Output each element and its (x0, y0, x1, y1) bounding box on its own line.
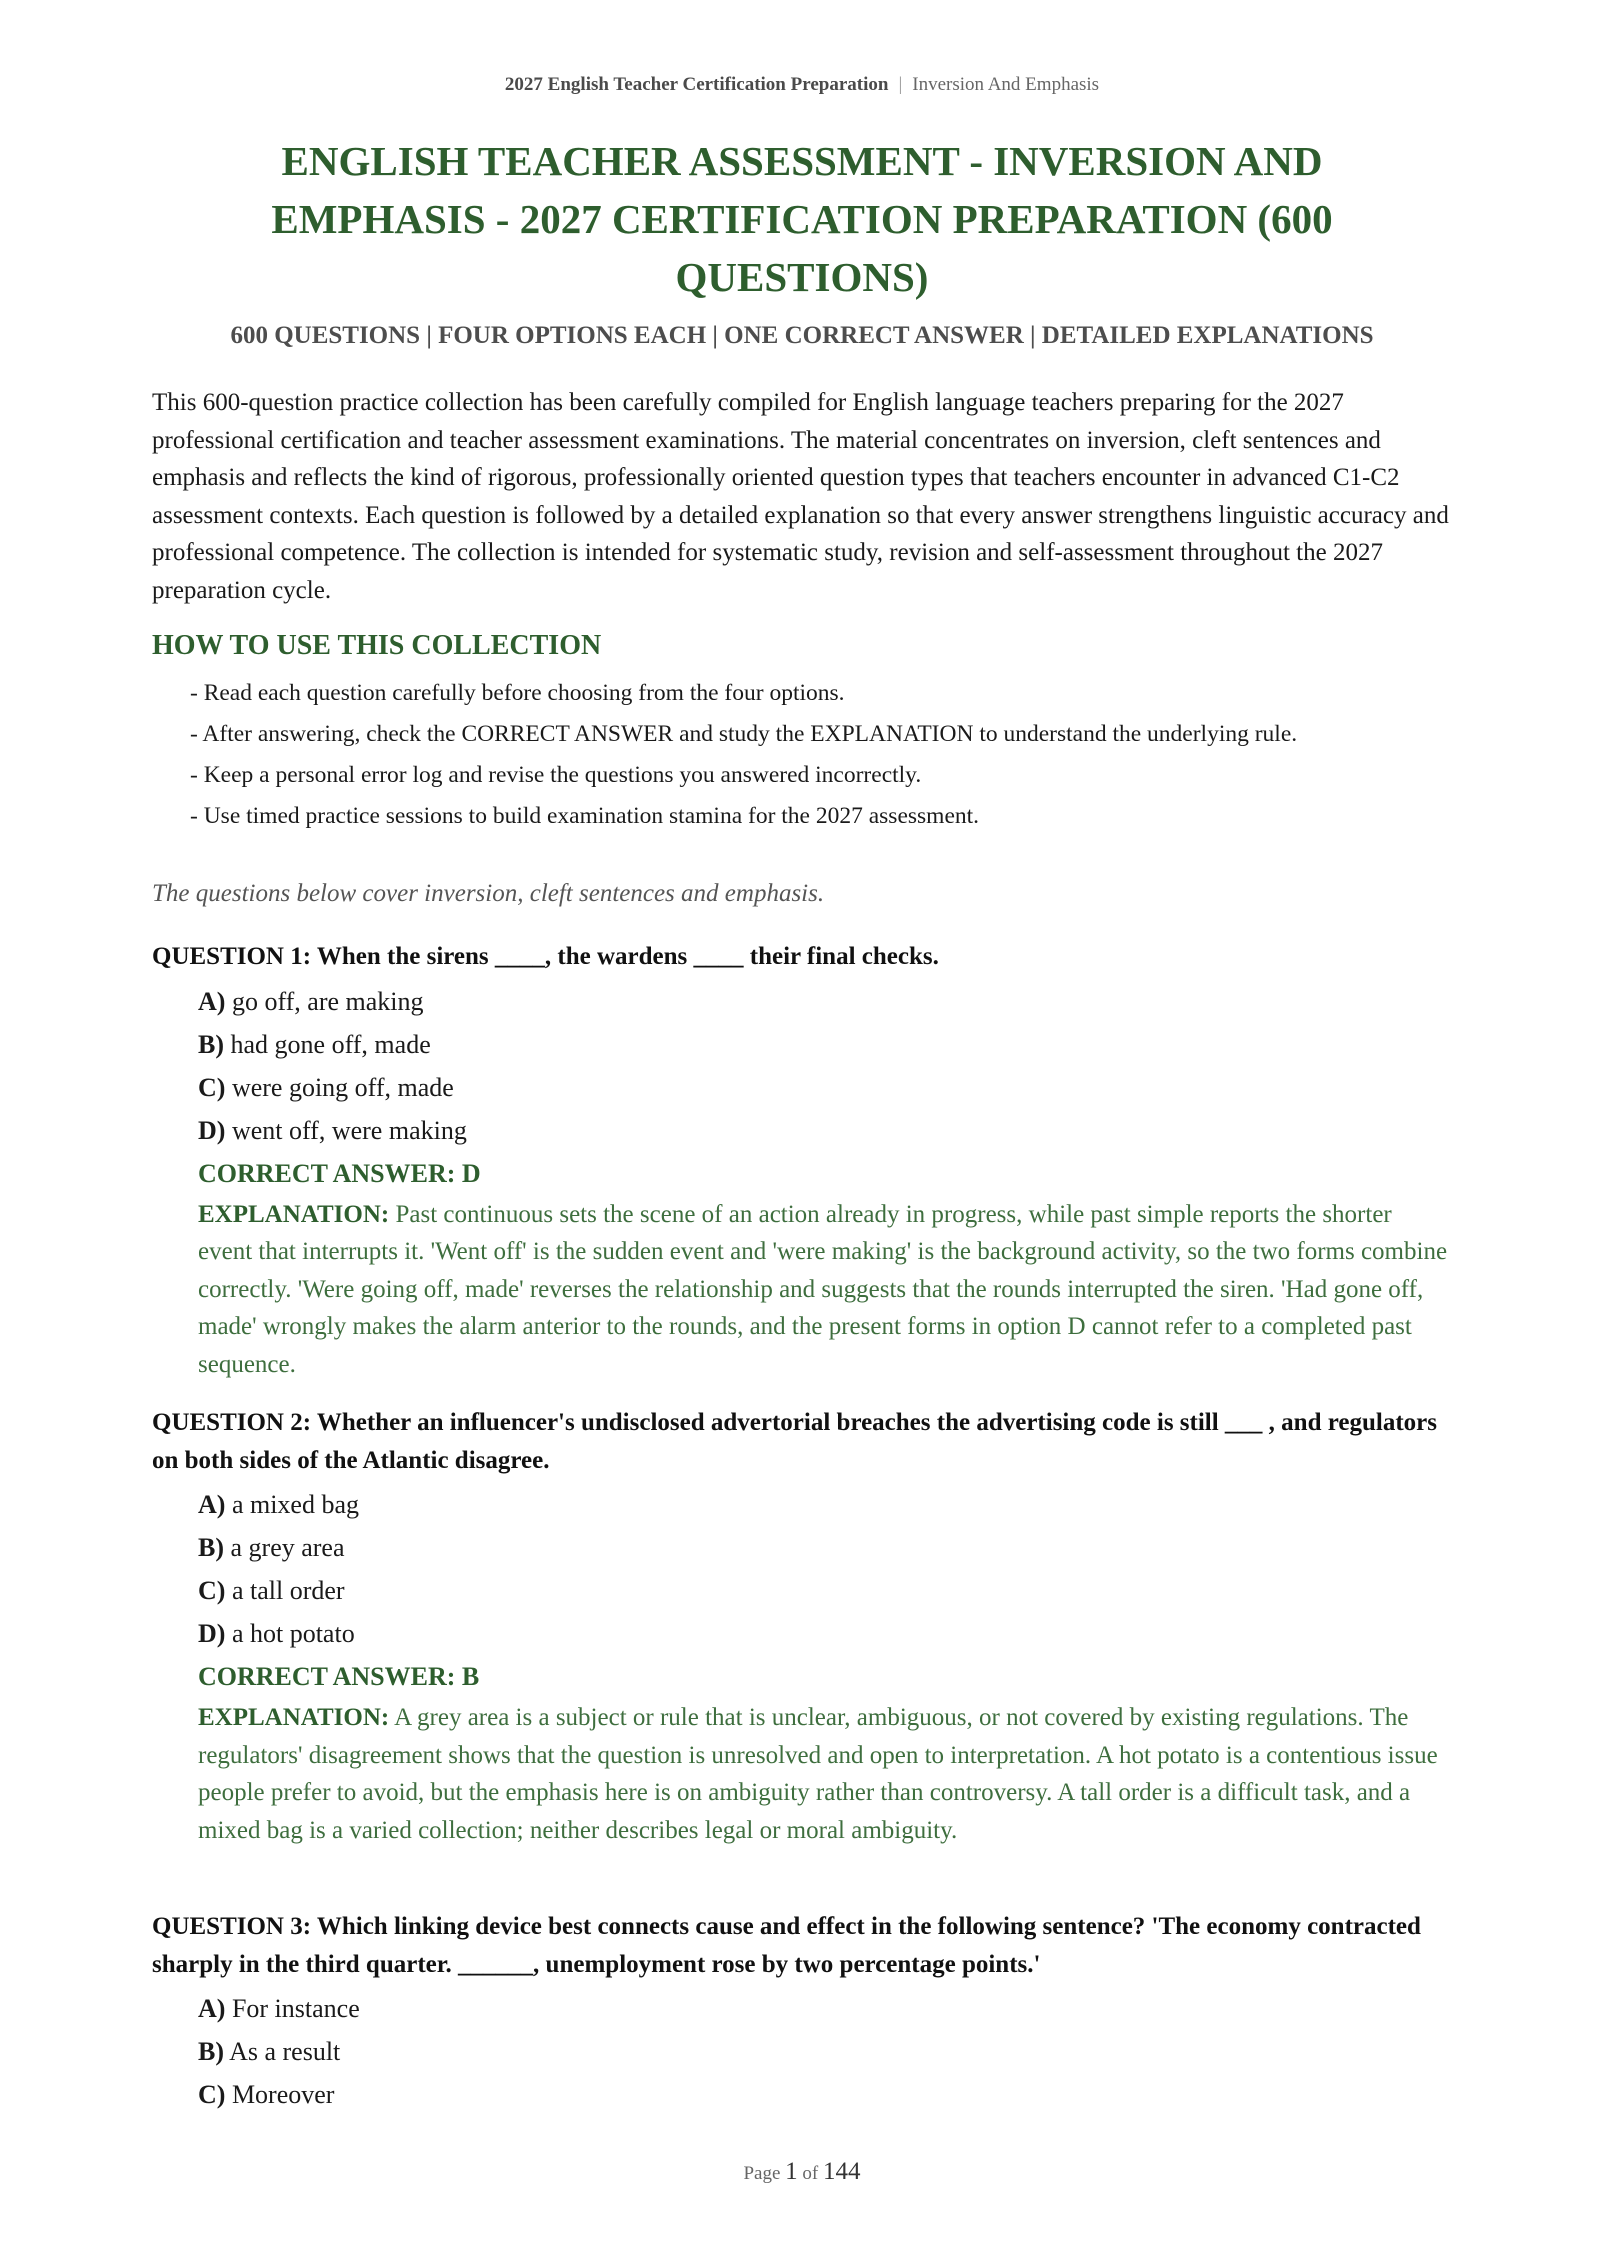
header-topic: Inversion And Emphasis (912, 74, 1100, 95)
total-pages: 144 (823, 2158, 861, 2185)
option-a (198, 1987, 1452, 2030)
option-letter: C) (198, 1576, 226, 1605)
how-to-item: - Read each question carefully before choosing from the four options. (190, 680, 845, 706)
option-letter: C) (198, 2080, 226, 2109)
option-letter: A) (198, 1490, 226, 1519)
option-text: a mixed bag (231, 1490, 360, 1519)
document-page (152, 0, 1452, 2262)
how-to-item: - Keep a personal error log and revise the questions you answered incorrectly. (190, 762, 922, 788)
explanation (198, 1699, 1452, 1849)
how-to-item: - After answering, check the CORRECT ANSWER and study the EXPLANATION to understand the underlying rule. (190, 721, 1298, 747)
explanation-text: A grey area is a subject or rule that is unclear, ambiguous, or not covered by existing regulations. The regulators' disagreement shows that the question is unresolved and open to interpretation. A hot potato is a contentious issue people prefer to avoid, but the emphasis here is on ambiguity rather than controversy. A tall order is a difficult task, and a mixed bag is a varied collection; neither describes legal or moral ambiguity. (198, 1704, 1438, 1844)
page-number: 1 (785, 2158, 798, 2185)
option-d (198, 1109, 1452, 1152)
how-to-item: - Use timed practice sessions to build examination stamina for the 2027 assessment. (190, 803, 980, 829)
correct-answer: CORRECT ANSWER: D (198, 1158, 481, 1188)
scope-note: The questions below cover inversion, cleft sentences and emphasis. (152, 880, 825, 907)
option-b (198, 1526, 1452, 1569)
option-letter: D) (198, 1619, 226, 1648)
option-text: went off, were making (231, 1115, 467, 1145)
option-text: As a result (229, 2037, 341, 2066)
intro-paragraph: This 600-question practice collection has been carefully compiled for English language teachers preparing for the 2027 professional certification and teacher assessment examinations. The material concentrates on inversion, cleft sentences and emphasis and reflects the kind of rigorous, professionally oriented question types that teachers encounter in advanced C1-C2 assessment contexts. Each question is followed by a detailed explanation so that every answer strengthens linguistic accuracy and professional competence. The collection is intended for systematic study, revision and self-assessment throughout the 2027 preparation cycle. (152, 389, 1449, 604)
question-text: QUESTION 2: Whether an influencer's undisclosed advertorial breaches the advertising code is still ___ , and regulators on both sides of the Atlantic disagree. (152, 1409, 1437, 1474)
header-separator: | (898, 74, 903, 95)
option-letter: A) (198, 1994, 226, 2023)
option-list (152, 980, 1452, 1152)
question-text: QUESTION 3: Which linking device best connects cause and effect in the following sentence? 'The economy contracted sharply in the third quarter. ______, unemployment rose by two percentage points.' (152, 1913, 1421, 1978)
option-text: were going off, made (231, 1072, 454, 1102)
question-block (152, 1908, 1452, 2116)
question-block (152, 1404, 1452, 1849)
option-letter: A) (198, 986, 226, 1016)
explanation-label: EXPLANATION: (198, 1200, 390, 1228)
header-course-title: 2027 English Teacher Certification Preparation (504, 74, 889, 95)
option-c (198, 1569, 1452, 1612)
option-letter: B) (198, 2037, 224, 2066)
correct-answer: CORRECT ANSWER: B (198, 1662, 480, 1691)
option-list (152, 1987, 1452, 2116)
page-label: Page (743, 2163, 781, 2184)
option-d (198, 1612, 1452, 1655)
option-b (198, 2030, 1452, 2073)
option-text: had gone off, made (230, 1029, 431, 1059)
option-letter: C) (198, 1072, 226, 1102)
option-letter: D) (198, 1115, 226, 1145)
document-title: ENGLISH TEACHER ASSESSMENT - INVERSION AND EMPHASIS - 2027 CERTIFICATION PREPARATION (600 QUESTIONS) (271, 138, 1333, 300)
option-letter: B) (198, 1533, 224, 1562)
option-text: For instance (231, 1994, 360, 2023)
option-text: a grey area (230, 1533, 345, 1562)
how-to-list (190, 676, 1452, 840)
option-a (198, 1483, 1452, 1526)
explanation (198, 1196, 1452, 1384)
question-block (152, 938, 1452, 1383)
option-c (198, 1066, 1452, 1109)
option-text: a hot potato (231, 1619, 355, 1648)
running-header (152, 74, 1452, 96)
option-a (198, 980, 1452, 1023)
explanation-label: EXPLANATION: (198, 1704, 390, 1731)
option-text: Moreover (231, 2080, 335, 2109)
document-subtitle: 600 QUESTIONS | FOUR OPTIONS EACH | ONE CORRECT ANSWER | DETAILED EXPLANATIONS (230, 322, 1374, 349)
of-label: of (802, 2163, 819, 2184)
question-text: QUESTION 1: When the sirens ____, the wardens ____ their final checks. (152, 943, 939, 970)
how-to-heading: HOW TO USE THIS COLLECTION (152, 630, 602, 661)
option-b (198, 1023, 1452, 1066)
explanation-text: Past continuous sets the scene of an action already in progress, while past simple reports the shorter event that interrupts it. 'Went off' is the sudden event and 'were making' is the background activity, so the two forms combine correctly. 'Were going off, made' reverses the relationship and suggests that the rounds interrupted the siren. 'Had gone off, made' wrongly makes the alarm anterior to the rounds, and the present forms in option D cannot refer to a completed past sequence. (198, 1200, 1448, 1378)
option-text: go off, are making (231, 986, 424, 1016)
page-footer (152, 2158, 1452, 2186)
option-list (152, 1483, 1452, 1655)
option-text: a tall order (231, 1576, 345, 1605)
option-letter: B) (198, 1029, 224, 1059)
option-c (198, 2073, 1452, 2116)
